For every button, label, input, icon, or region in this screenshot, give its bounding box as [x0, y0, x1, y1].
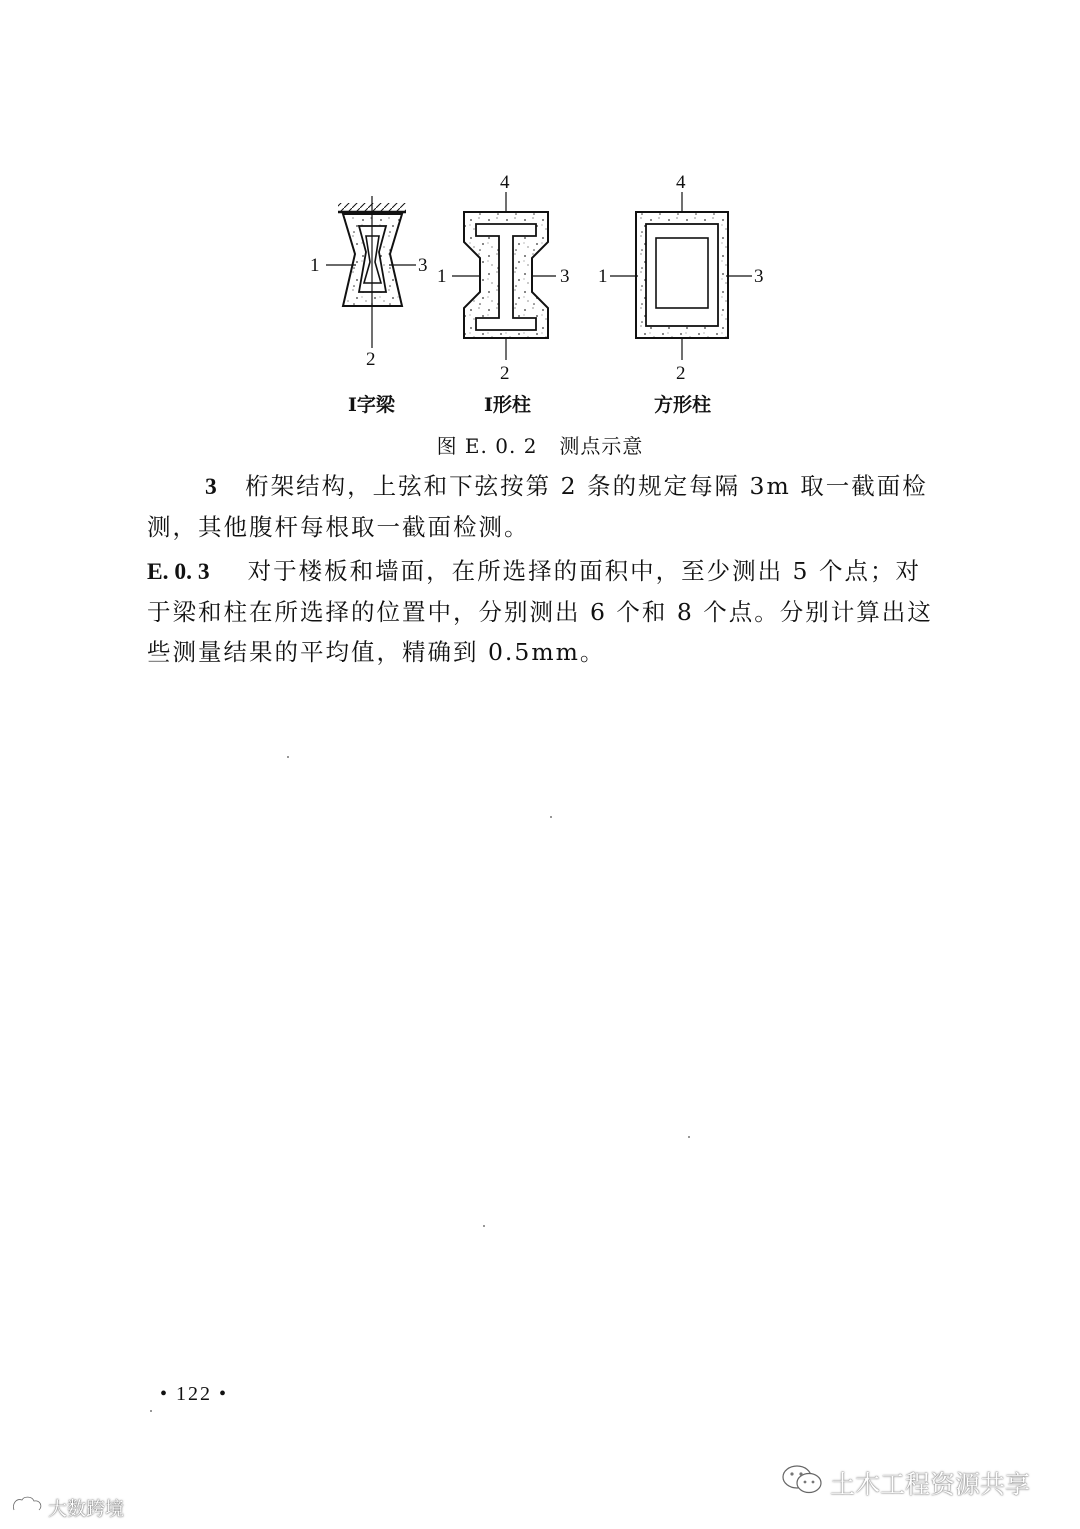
- scan-speck: [150, 1410, 152, 1412]
- paragraph-e03-text: 对于楼板和墙面，在所选择的面积中，至少测出 5 个点；对于梁和柱在所选择的位置中，分别测出 6 个和 8 个点。分别计算出这些测量结果的平均值，精确到 0.5mm。: [147, 557, 933, 666]
- brand-logo-icon: [10, 1494, 44, 1521]
- subfigure-label-i-beam: I字梁: [348, 394, 395, 416]
- watermark-left-text: 大数跨境: [48, 1498, 125, 1520]
- ibeam-label-2: 2: [366, 349, 376, 370]
- ibeam-label-1: 1: [310, 255, 320, 276]
- paragraph-truss-text: 桁架结构，上弦和下弦按第 2 条的规定每隔 3m 取一截面检测，其他腹杆每根取一截面检测。: [147, 472, 928, 541]
- scan-speck: [550, 816, 552, 818]
- paragraph-e03-number: E. 0. 3: [147, 559, 210, 585]
- i-beam-section: [326, 196, 416, 348]
- square-column-section: [610, 192, 752, 360]
- icolumn-label-3: 3: [560, 266, 570, 287]
- scan-speck: [483, 1225, 485, 1227]
- figure-caption-id: 图 E. 0. 2: [436, 434, 538, 458]
- subfigure-label-square-column: 方形柱: [654, 394, 712, 416]
- subfigure-label-i-column: I形柱: [484, 394, 531, 416]
- square-label-3: 3: [754, 266, 764, 287]
- ibeam-label-3: 3: [418, 255, 428, 276]
- watermark-left: [10, 1494, 124, 1521]
- watermark-right-text: 土木工程资源共享: [830, 1470, 1031, 1499]
- scan-speck: [287, 756, 289, 758]
- measurement-points-figure: [0, 0, 1080, 470]
- scan-speck: [688, 1136, 690, 1138]
- icolumn-label-2: 2: [500, 363, 510, 384]
- paragraph-e03: [147, 551, 937, 672]
- page-number: • 122 •: [160, 1383, 229, 1405]
- icolumn-label-1: 1: [437, 266, 447, 287]
- figure-drawing: [0, 0, 1080, 470]
- watermark-right: [780, 1463, 1030, 1503]
- square-label-2: 2: [676, 363, 686, 384]
- paragraph-truss-number: 3: [205, 474, 217, 500]
- i-column-section: [452, 192, 556, 360]
- square-label-4: 4: [676, 172, 686, 193]
- icolumn-label-4: 4: [500, 172, 510, 193]
- square-label-1: 1: [598, 266, 608, 287]
- wechat-icon: [780, 1463, 824, 1503]
- figure-caption: [0, 430, 1080, 459]
- paragraph-truss: [147, 466, 937, 547]
- figure-caption-text: 测点示意: [559, 434, 644, 458]
